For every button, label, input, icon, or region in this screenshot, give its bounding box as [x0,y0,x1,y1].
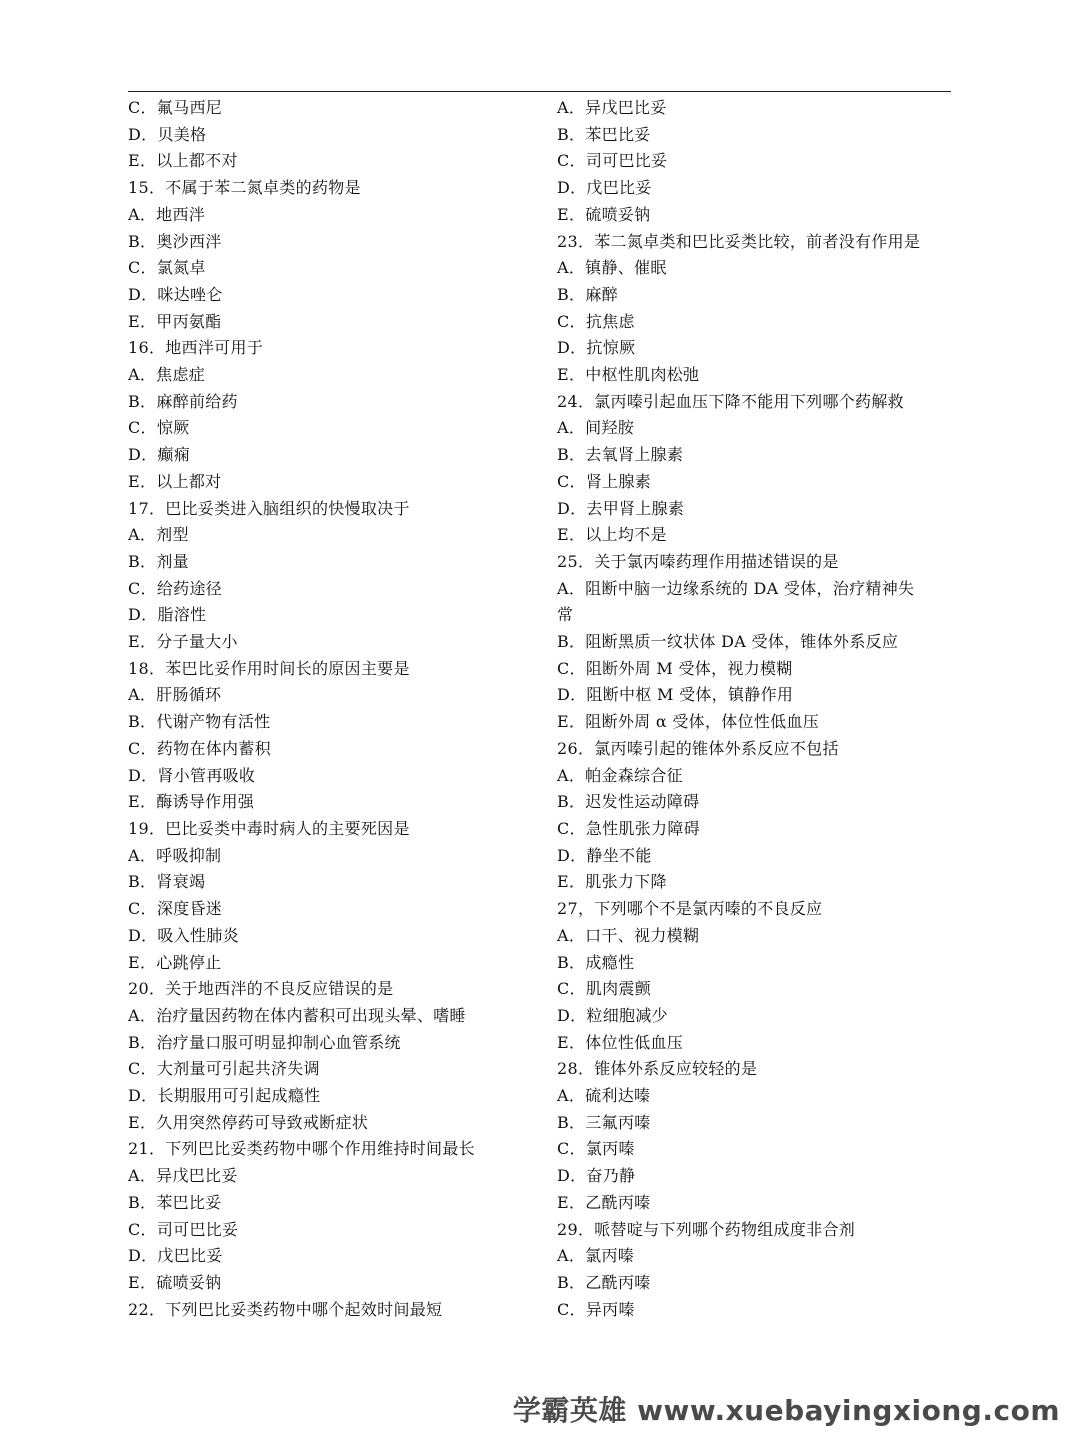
text-line: B．阻断黑质一纹状体 DA 受体，锥体外系反应 [557,632,899,652]
text-line: D．粒细胞减少 [557,1005,668,1025]
text-line: D．肾小管再吸收 [128,765,256,785]
text-line: B．苯巴比妥 [557,124,651,144]
text-line: A．治疗量因药物在体内蓄积可出现头晕、嗜睡 [128,1005,466,1025]
text-line: E．心跳停止 [128,952,222,972]
text-line: B．麻醉 [557,284,618,304]
text-line: C．大剂量可引起共济失调 [128,1059,320,1079]
text-line: A．口干、视力模糊 [557,925,700,945]
text-line: E．硫喷妥钠 [128,1272,222,1292]
text-line: E．肌张力下降 [557,872,667,892]
text-line: C．深度昏迷 [128,899,223,919]
text-line: D．去甲肾上腺素 [557,498,685,518]
right-column [557,95,952,1323]
text-line: A．异戊巴比妥 [557,98,667,117]
text-line: E．硫喷妥钠 [557,204,651,224]
text-line: C．氯丙嗪 [557,1139,635,1159]
text-line: B．苯巴比妥 [128,1192,222,1212]
text-line: B．治疗量口服可明显抑制心血管系统 [128,1032,401,1052]
text-line: C．给药途径 [128,578,223,598]
text-line: C．氯氮卓 [128,258,206,278]
text-line: E．乙酰丙嗪 [557,1192,651,1212]
text-line: D．长期服用可引起成瘾性 [128,1086,321,1106]
text-line: A．异戊巴比妥 [128,1166,238,1186]
text-line: D．阻断中枢 M 受体，镇静作用 [557,685,794,705]
text-line: D．脂溶性 [128,605,207,625]
text-line: A．氯丙嗪 [557,1246,635,1266]
text-line: C．阻断外周 M 受体，视力模糊 [557,658,793,678]
header-rule [128,91,951,92]
text-line: C．药物在体内蓄积 [128,738,271,758]
text-line: 27，下列哪个不是氯丙嗪的不良反应 [557,899,823,919]
text-line: C．急性肌张力障碍 [557,818,700,838]
text-line: B．去氧肾上腺素 [557,445,684,465]
text-line: B．迟发性运动障碍 [557,792,700,812]
text-line: D．戊巴比妥 [557,178,652,198]
text-line: B．剂量 [128,551,189,571]
text-line: D．奋乃静 [557,1166,636,1186]
text-line: E．体位性低血压 [557,1032,684,1052]
text-line: A．焦虑症 [128,365,206,385]
text-line: B．麻醉前给药 [128,391,238,411]
text-line: E．阻断外周 α 受体，体位性低血压 [557,712,820,732]
text-line: C．司可巴比妥 [128,1219,239,1239]
text-line: 21．下列巴比妥类药物中哪个作用维持时间最长 [128,1139,475,1159]
text-line: E．甲丙氨酯 [128,311,222,331]
text-line: C．异丙嗪 [557,1299,635,1319]
text-line: C．司可巴比妥 [557,151,668,171]
text-line: D．癫痫 [128,445,191,465]
text-line: 24．氯丙嗪引起血压下降不能用下列哪个药解救 [557,391,904,411]
text-line: D．静坐不能 [557,845,652,865]
text-line: 18．苯巴比妥作用时间长的原因主要是 [128,658,410,678]
text-line: E．久用突然停药可导致戒断症状 [128,1112,369,1132]
text-line: C．抗焦虑 [557,311,635,331]
text-line: B．乙酰丙嗪 [557,1272,651,1292]
text-line: 16．地西泮可用于 [128,338,264,358]
text-line: C．肾上腺素 [557,471,652,491]
text-line: A．间羟胺 [557,418,635,438]
text-line: 26．氯丙嗪引起的锥体外系反应不包括 [557,738,839,758]
text-line: A．阻断中脑一边缘系统的 DA 受体，治疗精神失 [557,578,915,598]
text-line: C．氟马西尼 [128,98,223,117]
text-line: A．镇静、催眠 [557,258,667,278]
text-line: D．贝美格 [128,124,207,144]
text-line: 23．苯二氮卓类和巴比妥类比较，前者没有作用是 [557,231,921,251]
text-line: A．地西泮 [128,204,206,224]
text-line: 29．哌替啶与下列哪个药物组成度非合剂 [557,1219,856,1239]
text-line: A．帕金森综合征 [557,765,683,785]
text-line: B．肾衰竭 [128,872,206,892]
left-column [128,95,528,1323]
text-line: D．抗惊厥 [557,338,636,358]
text-line: D．吸入性肺炎 [128,925,239,945]
text-line: E．以上都对 [128,471,222,491]
text-line: C．惊厥 [128,418,190,438]
text-line: A．剂型 [128,525,189,545]
text-line: D．戊巴比妥 [128,1246,223,1266]
text-line: 22．下列巴比妥类药物中哪个起效时间最短 [128,1299,443,1319]
text-line: 25．关于氯丙嗪药理作用描述错误的是 [557,551,839,571]
text-line: 常 [557,605,574,625]
text-line: C．肌肉震颤 [557,979,652,999]
text-line: E．酶诱导作用强 [128,792,255,812]
text-line: B．奥沙西泮 [128,231,222,251]
text-line: A．肝肠循环 [128,685,222,705]
text-line: B．成瘾性 [557,952,635,972]
text-line: B．代谢产物有活性 [128,712,271,732]
site-watermark: 学霸英雄 www.xuebayingxiong.com [512,1394,1060,1427]
text-line: E．中枢性肌肉松弛 [557,365,700,385]
text-line: 17．巴比妥类进入脑组织的快慢取决于 [128,498,410,518]
text-line: 20．关于地西泮的不良反应错误的是 [128,979,394,999]
text-line: A．硫利达嗪 [557,1086,651,1106]
text-line: 28．锥体外系反应较轻的是 [557,1059,758,1079]
text-line: E．以上都不对 [128,151,238,171]
text-line: 15．不属于苯二氮卓类的药物是 [128,178,361,198]
text-line: D．咪达唑仑 [128,284,223,304]
text-line: E．以上均不是 [557,525,667,545]
text-line: A．呼吸抑制 [128,845,222,865]
text-line: B．三氟丙嗪 [557,1112,651,1132]
text-line: E．分子量大小 [128,632,238,652]
text-line: 19．巴比妥类中毒时病人的主要死因是 [128,818,410,838]
